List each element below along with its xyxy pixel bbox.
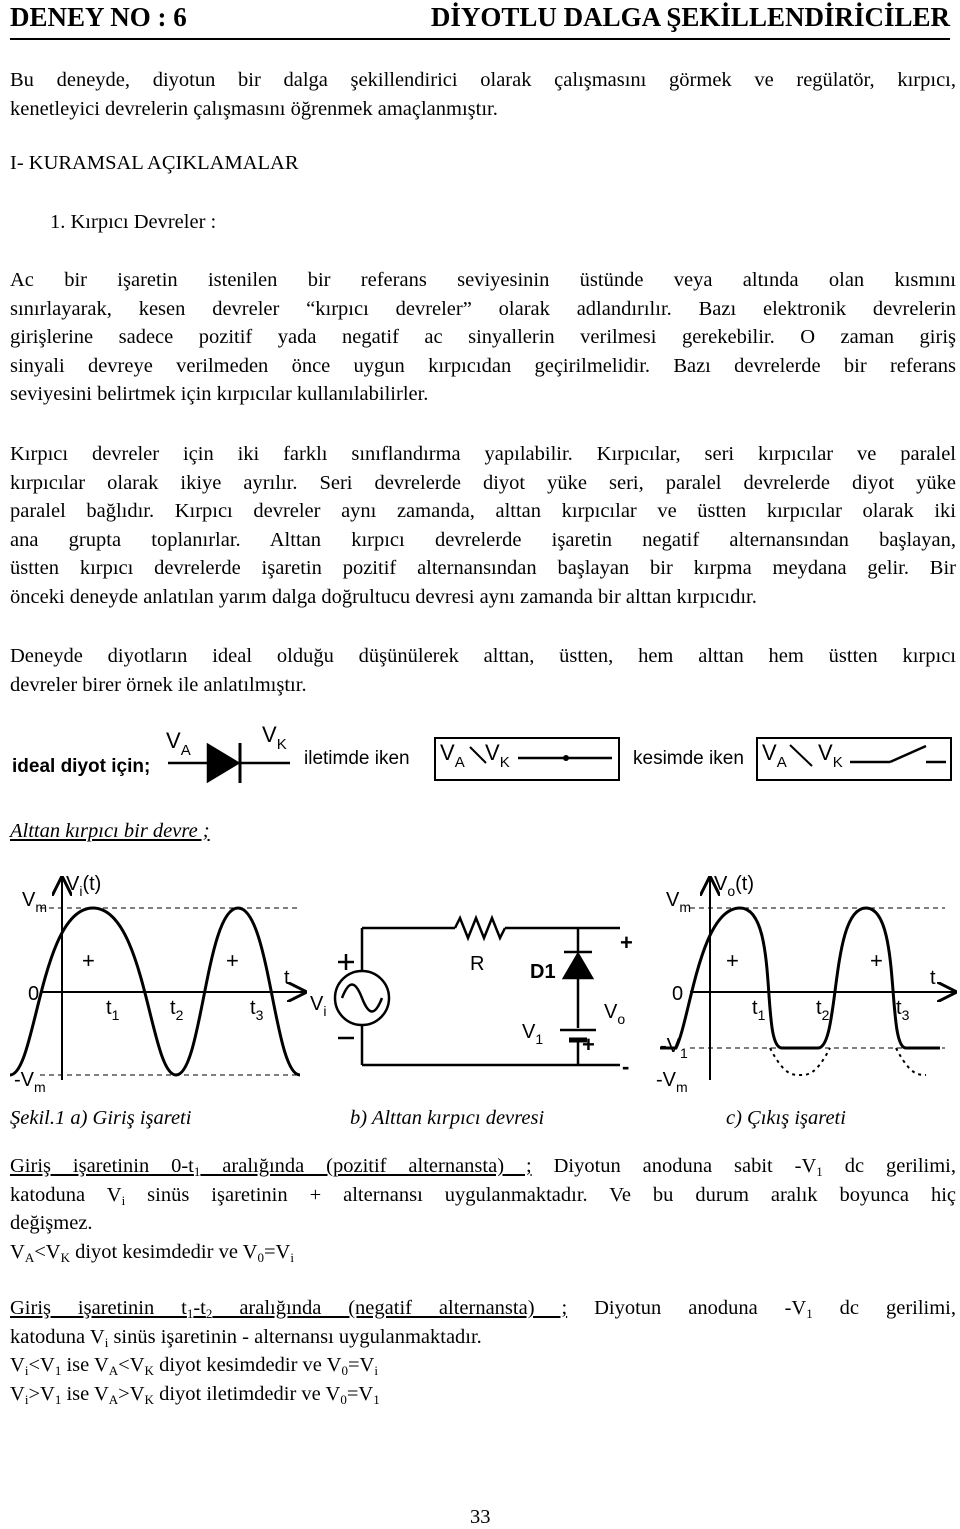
text-line: devreler birer örnek ile anlatılmıştır. [10,673,307,696]
text-line: $V_A<V_K$ diyot kesimdedir ve $V_0=V_i$ [10,1240,294,1265]
svg-text:Vm: $V_m$ [22,889,48,915]
cutoff-label: kesimde iken [633,748,744,769]
svg-text:0: 0 [672,983,684,1005]
svg-text:t3: $t_3$ [250,997,264,1023]
svg-text:D1: D1 [530,961,556,983]
text-line: sinyali devreye verilmeden önce uygun kırpıcıdan geçirilmelidir. Bazı devrelerde bir referans [10,354,956,377]
paragraph-3 [10,642,956,699]
text-line: katoduna $V_i$ sinüs işaretinin - alternansı uygulanmaktadır. [10,1325,482,1350]
page-number: 33 [470,1506,491,1528]
svg-text:+: + [226,948,239,973]
svg-text:VA: $V_A$ [440,740,465,771]
section-title: I- KURAMSAL AÇIKLAMALAR [10,152,299,174]
page-header [10,0,950,40]
text-line: girişlerine sadece pozitif yada negatif ac sinyallerin verilmesi gerekebilir. O zaman giriş [10,326,956,348]
svg-text:Vo: $V_o$ [604,1001,626,1027]
caption-c: c) Çıkış işareti [726,1107,846,1129]
svg-text:-V1: $-V_1$ [660,1035,688,1061]
resistor-symbol [455,918,505,938]
intro-paragraph [10,66,956,123]
svg-text:-: - [622,1054,630,1079]
paragraph-1 [10,266,956,409]
svg-text:Vo(t): $V_o(t)$ [714,873,755,899]
text-line: ana grupta toplanırlar. Alttan kırpıcı devrelerde işaretin negatif alternansından başlayan, [10,528,956,551]
svg-text:t2: $t_2$ [816,997,830,1023]
alttan-title: Alttan kırpıcı bir devre ; [10,820,210,842]
svg-text:VA: $V_A$ [762,740,787,771]
svg-text:0: 0 [28,983,40,1005]
svg-text:+: + [726,948,739,973]
ideal-diode-label: ideal diyot için; [12,756,151,777]
text-line: değişmez. [10,1212,93,1234]
text-line: paralel bağlıdır. Kırpıcı devreler aynı zamanda, alttan kırpıcılar ve üstten kırpıcılar olarak iki [10,500,956,522]
svg-text:+: + [582,1032,595,1057]
svg-text:+: + [870,948,883,973]
subsection-title: 1. Kırpıcı Devreler : [50,211,217,233]
svg-text:VK: $V_K$ [818,740,843,771]
svg-text:VK: $V_K$ [485,740,510,771]
svg-text:+: + [620,930,633,955]
text-line: sınırlayarak, kesen devreler “kırpıcı devreler” olarak adlandırılır. Bazı elektronik devrelerin [10,297,956,320]
svg-text:+: + [82,948,95,973]
va-label: $V_A$ [166,728,191,759]
svg-text:t: t [284,967,290,989]
conducting-label: iletimde iken [304,748,410,769]
text-line: kırpıcılar olarak ikiye ayrılır. Seri devrelerde diyot yüke seri, paralel devrelerde diyot yüke [10,471,956,494]
text-line: seviyesini belirtmek için kırpıcılar kullanılabilirler. [10,383,429,405]
svg-text:V1: $V_1$ [522,1021,544,1047]
svg-text:-Vm: $-V_m$ [14,1069,46,1095]
text-line: Ac bir işaretin istenilen bir referans seviyesinin üstünde veya altında olan kısmını [10,269,956,291]
text-line: Bu deneyde, diyotun bir dalga şekillendirici olarak çalışmasını görmek ve regülatör, kırpıcı, [10,69,956,91]
svg-text:Vm: $V_m$ [666,889,692,915]
text-line: Giriş işaretinin $t_1-t_2$ aralığında (negatif alternansta) ; Diyotun anoduna $-V_1$ dc gerilimi, [10,1297,956,1321]
svg-text:t3: $t_3$ [896,997,910,1023]
paragraph-5 [10,1294,956,1408]
text-line: Giriş işaretinin $0-t_1$ aralığında (pozitif alternansta) ; Diyotun anoduna sabit $-V_1$ dc gerilimi, [10,1155,956,1179]
paragraph-2 [10,440,956,611]
svg-text:t2: $t_2$ [170,997,184,1023]
svg-text:Vi: $V_i$ [310,993,327,1019]
svg-text:R: R [470,953,485,975]
text-line: Deneyde diyotların ideal olduğu düşünülerek alttan, üstten, hem alttan hem üstten kırpıcı [10,645,956,667]
ideal-diode-figure [0,720,960,810]
clipped-region-dotted [770,1048,830,1075]
experiment-title: DİYOTLU DALGA ŞEKİLLENDİRİCİLER [430,2,950,32]
output-waveform-plot [656,873,955,1095]
vi-title: $V_i(t)$ [66,873,102,899]
vk-label: $V_K$ [262,722,287,753]
text-line: üstten kırpıcı devrelerde işaretin pozitif alternansından başlayan bir kırpma meydana gelir. Bir [10,557,956,579]
text-line: Kırpıcı devreler için iki farklı sınıflandırma yapılabilir. Kırpıcılar, seri kırpıcılar ve paralel [10,443,956,465]
output-sine-curve [660,908,940,1048]
diode-d1-symbol [564,954,592,978]
clipper-circuit [310,918,633,1079]
text-line: $V_i<V_1$ ise $V_A<V_K$ diyot kesimdedir ve $V_0=V_i$ [10,1354,378,1378]
text-line: $V_i>V_1$ ise $V_A>V_K$ diyot iletimdedir ve $V_0=V_1$ [10,1382,380,1407]
open-switch-box [757,738,951,780]
caption-b: b) Alttan kırpıcı devresi [350,1107,545,1129]
svg-text:t1: $t_1$ [106,997,120,1023]
text-line: katoduna $V_i$ sinüs işaretinin + alternansı uygulanmaktadır. Ve bu durum aralık boyunca hiç [10,1183,956,1208]
caption-a: Şekil.1 a) Giriş işareti [10,1107,192,1129]
svg-text:-Vm: $-V_m$ [656,1069,688,1095]
text-line: önceki deneyde anlatılan yarım dalga doğrultucu devresi aynı zamanda bir alttan kırpıcıdır. [10,585,757,608]
svg-text:t: t [930,967,936,989]
input-waveform-plot [10,873,305,1095]
clipper-figure [0,860,960,1100]
paragraph-4 [10,1152,956,1266]
closed-switch-box [435,738,619,780]
svg-text:t1: $t_1$ [752,997,766,1023]
clipped-region-dotted [896,1048,926,1075]
text-line: kenetleyici devrelerin çalışmasını öğrenmek amaçlanmıştır. [10,97,498,120]
experiment-number: DENEY NO : 6 [10,2,187,32]
